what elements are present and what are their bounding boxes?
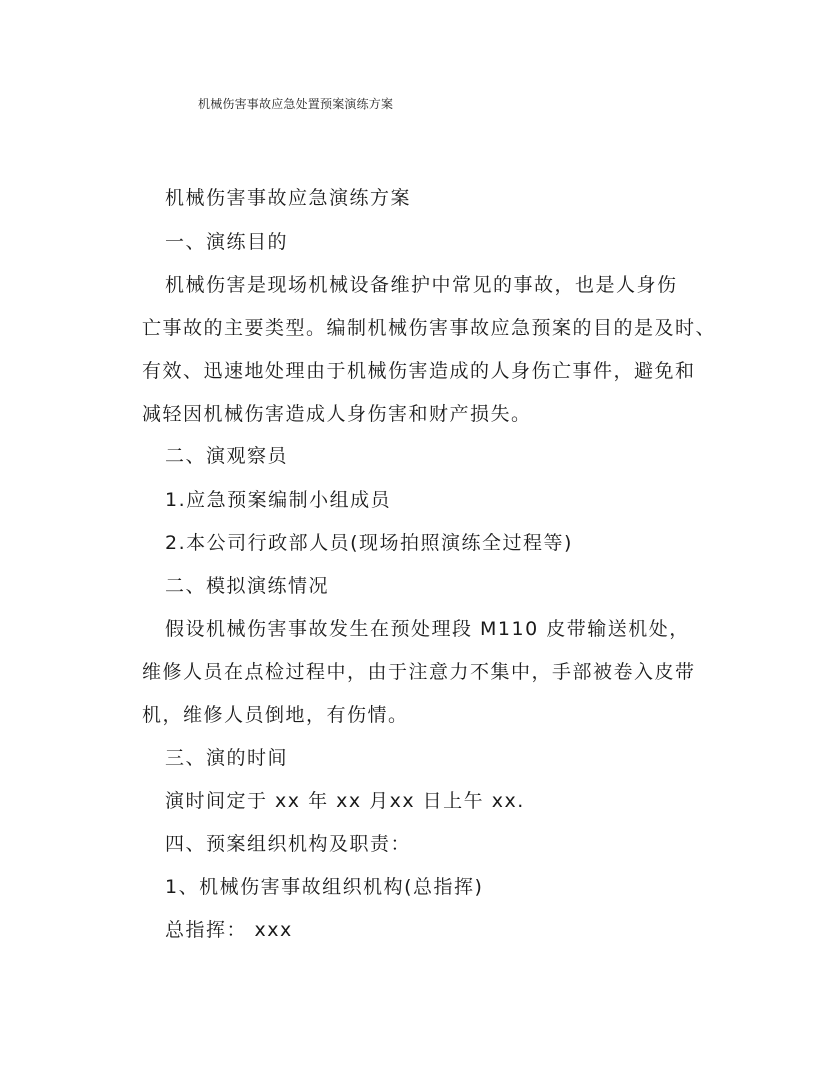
page-header-title: 机械伤害事故应急处置预案演练方案	[198, 97, 394, 111]
document-title: 机械伤害事故应急演练方案	[165, 187, 412, 209]
purpose-paragraph-line-1: 机械伤害是现场机械设备维护中常见的事故，也是人身伤	[165, 274, 678, 296]
observers-item-2: 2.本公司行政部人员(现场拍照演练全过程等)	[165, 532, 573, 554]
drill-time-text: 演时间定于 xx 年 xx 月xx 日上午 xx.	[165, 790, 525, 812]
organization-item-1: 1、机械伤害事故组织机构(总指挥)	[165, 876, 484, 898]
observers-item-1: 1.应急预案编制小组成员	[165, 489, 392, 511]
purpose-paragraph-line-3: 有效、迅速地处理由于机械伤害造成的人身伤亡事件，避免和	[142, 360, 696, 382]
scenario-paragraph-line-2: 维修人员在点检过程中，由于注意力不集中，手部被卷入皮带	[142, 661, 696, 683]
scenario-paragraph-line-3: 机，维修人员倒地，有伤情。	[142, 704, 409, 726]
purpose-paragraph-line-2: 亡事故的主要类型。编制机械伤害事故应急预案的目的是及时、	[142, 317, 717, 339]
section-scenario-heading: 二、模拟演练情况	[165, 575, 330, 597]
section-purpose-heading: 一、演练目的	[165, 231, 289, 253]
commander-line: 总指挥： xxx	[165, 919, 293, 941]
section-organization-heading: 四、预案组织机构及职责：	[165, 833, 412, 855]
scenario-paragraph-line-1: 假设机械伤害事故发生在预处理段 M110 皮带输送机处，	[165, 618, 690, 640]
section-time-heading: 三、演的时间	[165, 747, 289, 769]
section-observers-heading: 二、演观察员	[165, 445, 289, 467]
purpose-paragraph-line-4: 减轻因机械伤害造成人身伤害和财产损失。	[142, 403, 532, 425]
